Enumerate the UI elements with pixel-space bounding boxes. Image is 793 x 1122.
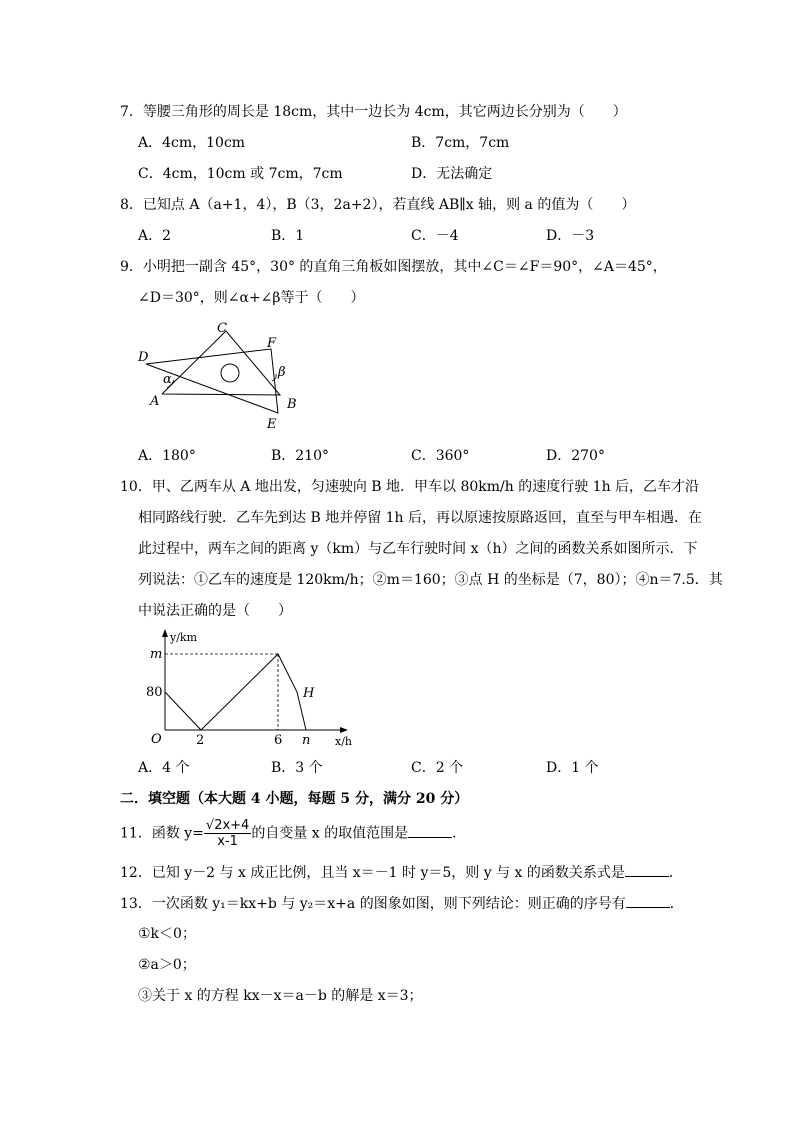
q10-function-graph	[140, 627, 360, 752]
tick-m: m	[150, 647, 163, 662]
q13-end: ．	[669, 896, 684, 912]
q8-option-a: A．2	[138, 228, 172, 244]
label-alpha: α	[163, 372, 172, 387]
q10-option-c: C．2 个	[411, 760, 464, 776]
q10-stem-line1: 10．甲、乙两车从 A 地出发，匀速驶向 B 地．甲车以 80km/h 的速度行驶 1h 后，乙车才沿	[120, 479, 700, 495]
q11-suffix: 的自变量 x 的取值范围是	[251, 825, 409, 842]
q12-text: 12．已知 y－2 与 x 成正比例，且当 x＝－1 时 y＝5，则 y 与 x 的函数关系式是	[120, 865, 625, 881]
q13-answer-blank[interactable]	[626, 893, 670, 908]
q9-option-c: C．360°	[411, 448, 470, 464]
q11-numerator: √2x+4	[205, 818, 250, 833]
label-a: A	[150, 394, 160, 409]
q13-conclusion-2: ②a＞0；	[138, 957, 196, 973]
label-b: B	[287, 397, 297, 412]
q10-stem-line3: 此过程中，两车之间的距离 y（km）与乙车行驶时间 x（h）之间的函数关系如图所示．下	[138, 541, 698, 557]
q10-stem-line4: 列说法：①乙车的速度是 120km/h；②m＝160；③点 H 的坐标是（7，80）；④n＝7.5．其	[138, 572, 723, 588]
q8-option-d: D．－3	[546, 228, 595, 244]
tick-6: 6	[274, 733, 283, 748]
q9-triangle-figure	[130, 315, 330, 435]
q8-option-b: B．1	[271, 228, 305, 244]
q11-prefix: 11．函数 y=	[120, 825, 204, 842]
q13-text: 13．一次函数 y₁＝kx+b 与 y₂＝x+a 的图象如图，则下列结论：则正确的序号有	[120, 896, 626, 912]
section-2-heading: 二．填空题（本大题 4 小题，每题 5 分，满分 20 分）	[120, 791, 469, 807]
q13-conclusion-3: ③关于 x 的方程 kx－x＝a－b 的解是 x＝3；	[138, 988, 423, 1004]
q9-option-a: A．180°	[138, 448, 196, 464]
triangle-acb	[162, 331, 280, 395]
q7-option-b: B．7cm，7cm	[411, 135, 510, 151]
y-axis-arrow	[162, 629, 168, 637]
q11	[120, 818, 466, 849]
q8-option-c: C．－4	[411, 228, 459, 244]
q11-answer-blank[interactable]	[408, 823, 452, 838]
q12-end: ．	[668, 865, 683, 881]
q7-option-c: C．4cm，10cm 或 7cm，7cm	[138, 166, 343, 182]
q9-option-b: B．210°	[271, 448, 330, 464]
tick-2: 2	[196, 733, 205, 748]
x-axis-label: x/h	[335, 735, 352, 748]
origin-o: O	[151, 732, 162, 747]
q11-end: ．	[452, 825, 467, 842]
q7-option-d: D．无法确定	[411, 166, 493, 182]
q13	[120, 893, 684, 914]
q13-conclusion-1: ①k＜0；	[138, 926, 196, 942]
q9-option-d: D．270°	[546, 448, 605, 464]
q12	[120, 862, 683, 883]
hole-circle	[221, 364, 239, 382]
x-axis-arrow	[340, 727, 348, 733]
label-f: F	[267, 336, 277, 351]
q11-denominator: x-1	[217, 834, 238, 849]
label-e: E	[267, 417, 277, 432]
q10-option-d: D．1 个	[546, 760, 599, 776]
q12-answer-blank[interactable]	[625, 862, 669, 877]
q10-stem-line2: 相同路线行驶．乙车先到达 B 地并停留 1h 后，再以原速按原路返回，直至与甲车相遇．在	[138, 510, 703, 526]
distance-polyline	[165, 654, 306, 730]
q8-stem: 8．已知点 A（a+1，4），B（3，2a+2），若直线 AB∥x 轴，则 a 的值为（ ）	[120, 197, 636, 213]
q11-fraction	[204, 818, 251, 849]
q7-stem: 7．等腰三角形的周长是 18cm，其中一边长为 4cm，其它两边长分别为（ ）	[120, 104, 627, 120]
q9-stem-line2: ∠D＝30°，则∠α+∠β等于（ ）	[138, 290, 365, 306]
q10-stem-line5: 中说法正确的是（ ）	[138, 603, 292, 619]
q7-option-a: A．4cm，10cm	[138, 135, 246, 151]
q10-option-a: A．4 个	[138, 760, 190, 776]
label-d: D	[138, 350, 149, 365]
tick-80: 80	[146, 685, 163, 700]
label-c: C	[217, 321, 227, 336]
q9-stem-line1: 9．小明把一副含 45°，30° 的直角三角板如图摆放，其中∠C＝∠F＝90°，∠A＝45°，	[120, 259, 667, 275]
q10-option-b: B．3 个	[271, 760, 323, 776]
point-h: H	[303, 686, 315, 701]
label-beta: β	[278, 365, 286, 380]
tick-n: n	[302, 733, 311, 748]
y-axis-label: y/km	[170, 631, 198, 644]
